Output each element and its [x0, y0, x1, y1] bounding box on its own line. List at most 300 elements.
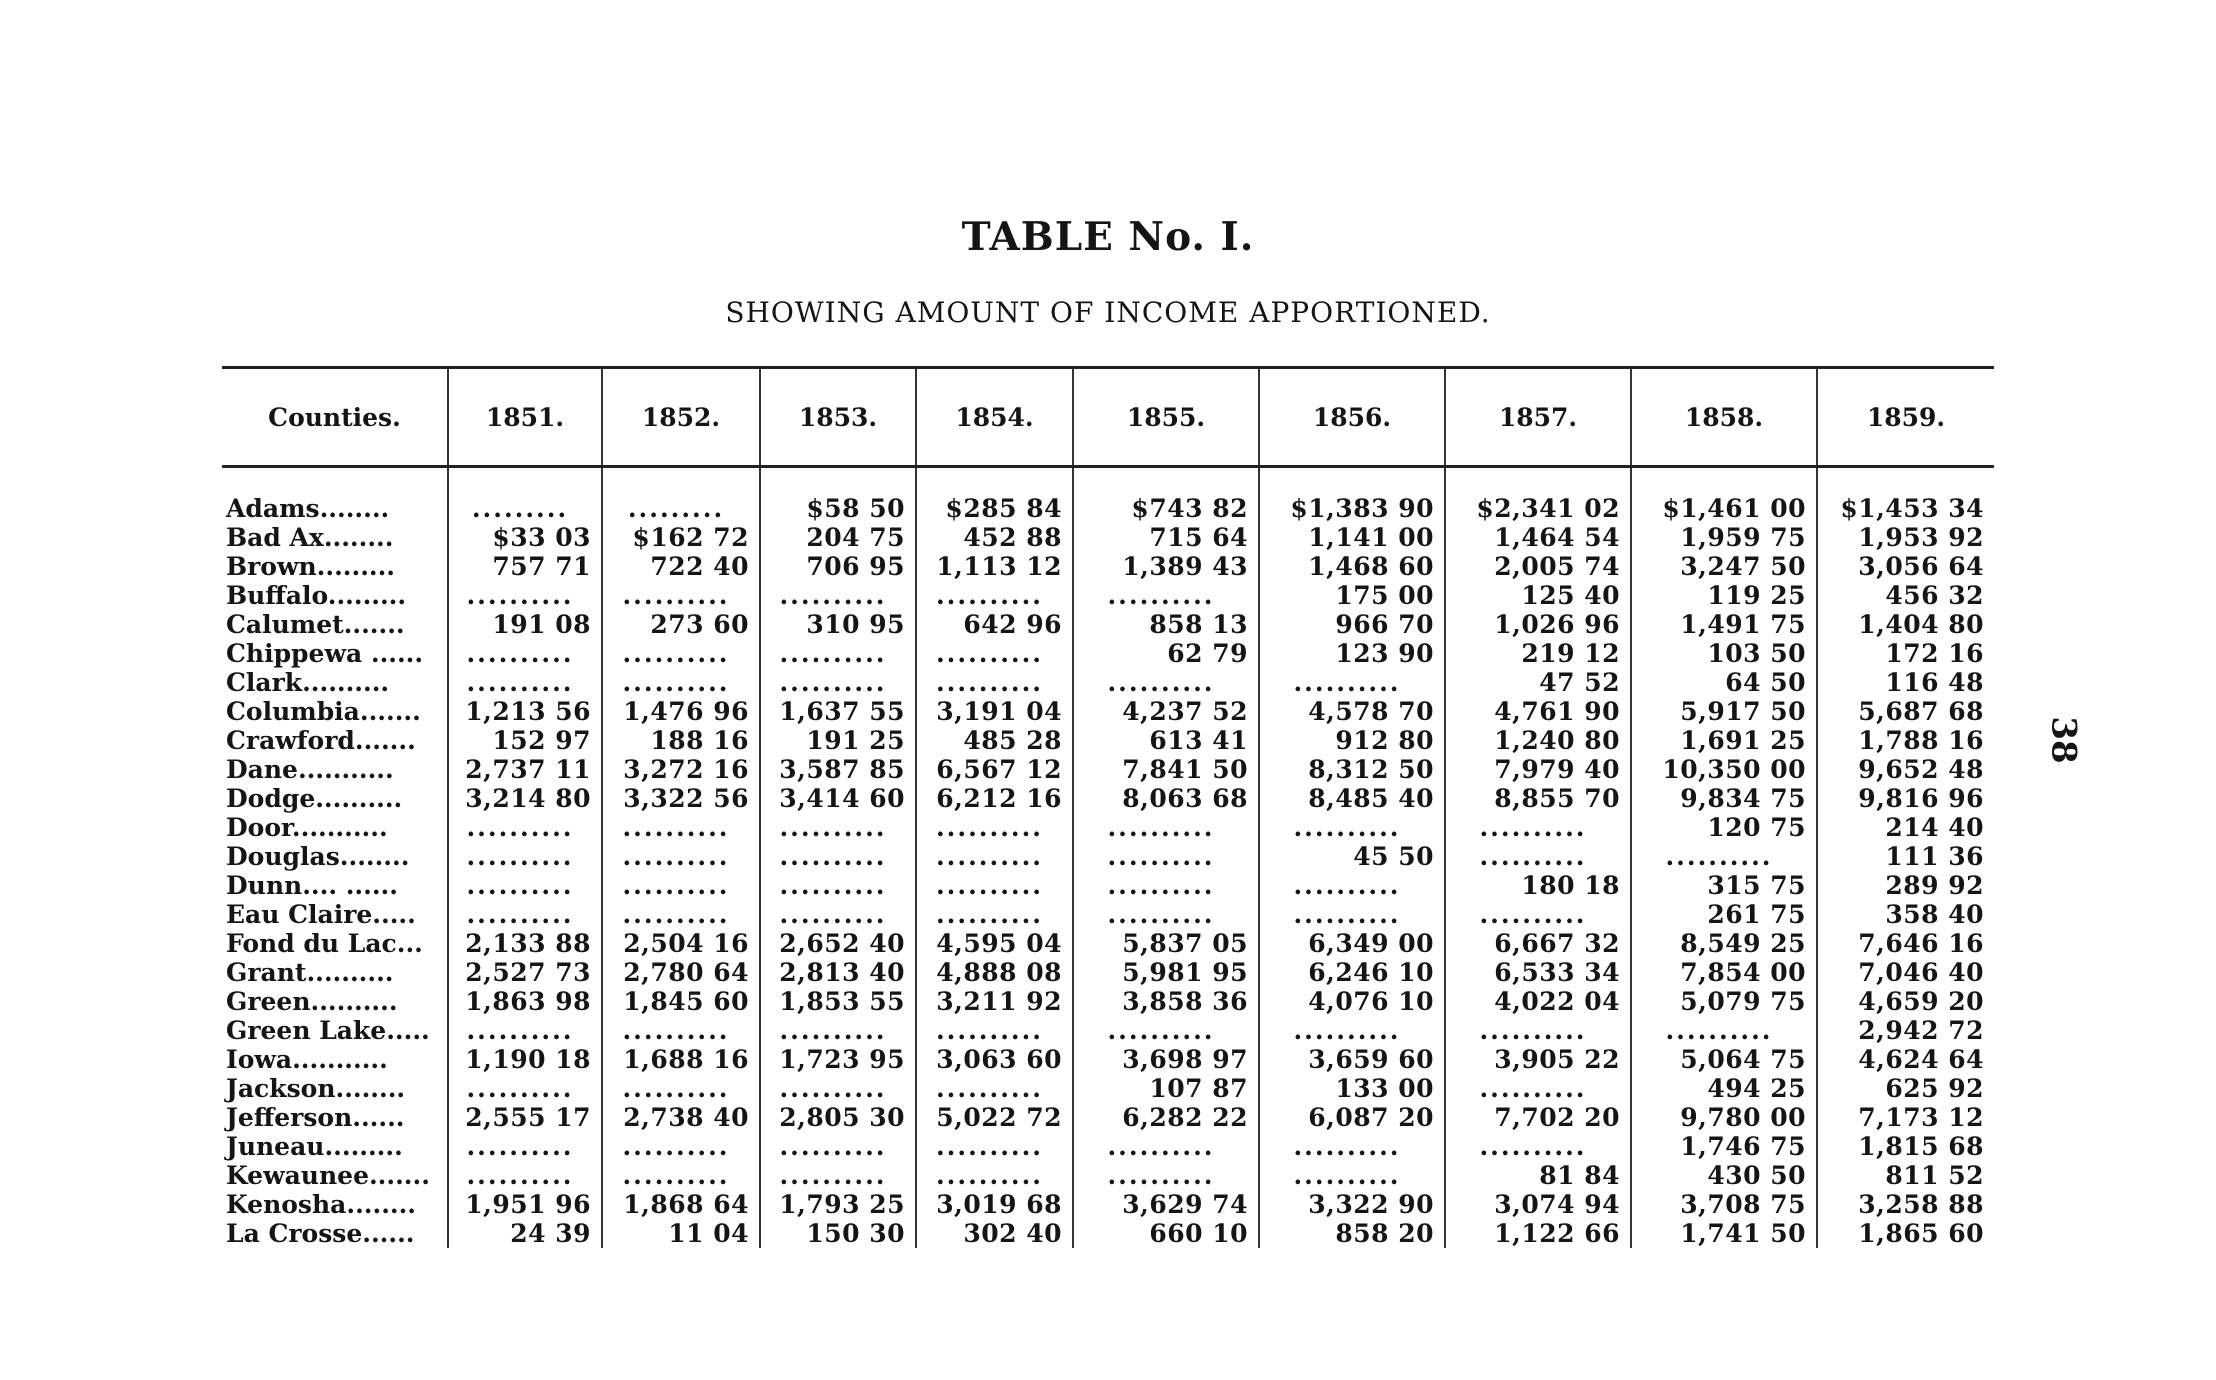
amount-cell: $743 82	[1073, 467, 1259, 524]
table-row	[222, 552, 1994, 581]
amount-cell: 966 70	[1259, 610, 1445, 639]
amount-cell: 1,953 92	[1817, 523, 1994, 552]
column-header-year: 1857.	[1445, 368, 1631, 467]
amount-cell: 5,687 68	[1817, 697, 1994, 726]
income-table	[222, 366, 1994, 1248]
amount-cell: ..........	[448, 842, 602, 871]
amount-cell: ..........	[602, 1074, 760, 1103]
amount-cell: 9,780 00	[1631, 1103, 1817, 1132]
amount-cell: 11 04	[602, 1219, 760, 1248]
amount-cell: 1,691 25	[1631, 726, 1817, 755]
amount-cell: 3,698 97	[1073, 1045, 1259, 1074]
column-header-year: 1858.	[1631, 368, 1817, 467]
amount-cell: 494 25	[1631, 1074, 1817, 1103]
amount-cell: ..........	[1445, 1074, 1631, 1103]
amount-cell: ..........	[1073, 668, 1259, 697]
amount-cell: ..........	[448, 1074, 602, 1103]
amount-cell: 123 90	[1259, 639, 1445, 668]
table-body	[222, 467, 1994, 1249]
amount-cell: ..........	[916, 842, 1073, 871]
amount-cell: ..........	[760, 1132, 916, 1161]
table-row	[222, 726, 1994, 755]
amount-cell: 1,637 55	[760, 697, 916, 726]
amount-cell: 120 75	[1631, 813, 1817, 842]
amount-cell: 2,005 74	[1445, 552, 1631, 581]
county-name-cell: Dodge..........	[226, 784, 403, 813]
column-header-counties: Counties.	[222, 368, 448, 467]
amount-cell: 47 52	[1445, 668, 1631, 697]
amount-cell: 858 20	[1259, 1219, 1445, 1248]
county-name-cell: Kenosha........	[226, 1190, 417, 1219]
amount-cell: ..........	[1073, 1132, 1259, 1161]
amount-cell: 1,951 96	[448, 1190, 602, 1219]
amount-cell: 45 50	[1259, 842, 1445, 871]
amount-cell: ..........	[760, 639, 916, 668]
amount-cell: ..........	[1259, 668, 1445, 697]
amount-cell: ..........	[916, 900, 1073, 929]
amount-cell: 172 16	[1817, 639, 1994, 668]
amount-cell: ..........	[1073, 581, 1259, 610]
table-row	[222, 639, 1994, 668]
amount-cell: 642 96	[916, 610, 1073, 639]
amount-cell: ..........	[916, 581, 1073, 610]
amount-cell: 1,863 98	[448, 987, 602, 1016]
amount-cell: ..........	[916, 1161, 1073, 1190]
amount-cell: 660 10	[1073, 1219, 1259, 1248]
amount-cell: 1,723 95	[760, 1045, 916, 1074]
amount-cell: ..........	[448, 1132, 602, 1161]
amount-cell: 5,837 05	[1073, 929, 1259, 958]
amount-cell: 858 13	[1073, 610, 1259, 639]
amount-cell: ..........	[1073, 900, 1259, 929]
county-name-cell: Juneau.........	[226, 1132, 403, 1161]
amount-cell: ..........	[1259, 1132, 1445, 1161]
amount-cell: 9,816 96	[1817, 784, 1994, 813]
table-row	[222, 1074, 1994, 1103]
amount-cell: ..........	[916, 1074, 1073, 1103]
county-name-cell: Douglas........	[226, 842, 410, 871]
amount-cell: 2,652 40	[760, 929, 916, 958]
amount-cell: 6,212 16	[916, 784, 1073, 813]
county-name-cell: Green..........	[226, 987, 398, 1016]
table-row	[222, 523, 1994, 552]
amount-cell: 7,702 20	[1445, 1103, 1631, 1132]
amount-cell: ..........	[448, 581, 602, 610]
amount-cell: ..........	[602, 1132, 760, 1161]
amount-cell: 4,659 20	[1817, 987, 1994, 1016]
amount-cell: 204 75	[760, 523, 916, 552]
amount-cell: 1,815 68	[1817, 1132, 1994, 1161]
amount-cell: 1,464 54	[1445, 523, 1631, 552]
amount-cell: 7,046 40	[1817, 958, 1994, 987]
amount-cell: 1,113 12	[916, 552, 1073, 581]
table-row	[222, 1132, 1994, 1161]
amount-cell: ..........	[602, 1161, 760, 1190]
amount-cell: 625 92	[1817, 1074, 1994, 1103]
amount-cell: 3,191 04	[916, 697, 1073, 726]
amount-cell: ..........	[1073, 871, 1259, 900]
amount-cell: 715 64	[1073, 523, 1259, 552]
amount-cell: 4,578 70	[1259, 697, 1445, 726]
amount-cell: 4,022 04	[1445, 987, 1631, 1016]
county-name-cell: Chippewa ......	[226, 639, 424, 668]
amount-cell: 1,845 60	[602, 987, 760, 1016]
amount-cell: 81 84	[1445, 1161, 1631, 1190]
amount-cell: 2,527 73	[448, 958, 602, 987]
amount-cell: 1,190 18	[448, 1045, 602, 1074]
amount-cell: 757 71	[448, 552, 602, 581]
amount-cell: ..........	[916, 1132, 1073, 1161]
table-row	[222, 958, 1994, 987]
amount-cell: 7,854 00	[1631, 958, 1817, 987]
amount-cell: ..........	[916, 1016, 1073, 1045]
amount-cell: 125 40	[1445, 581, 1631, 610]
county-name-cell: Fond du Lac...	[226, 929, 423, 958]
amount-cell: 64 50	[1631, 668, 1817, 697]
amount-cell: 7,841 50	[1073, 755, 1259, 784]
amount-cell: 8,855 70	[1445, 784, 1631, 813]
page-subtitle: SHOWING AMOUNT OF INCOME APPORTIONED.	[725, 296, 1491, 329]
amount-cell: ..........	[760, 842, 916, 871]
amount-cell: ..........	[760, 1074, 916, 1103]
amount-cell: 1,853 55	[760, 987, 916, 1016]
amount-cell: ..........	[916, 871, 1073, 900]
amount-cell: ..........	[760, 1016, 916, 1045]
amount-cell: ..........	[760, 813, 916, 842]
amount-cell: ..........	[1259, 871, 1445, 900]
table-row	[222, 1103, 1994, 1132]
amount-cell: 6,349 00	[1259, 929, 1445, 958]
amount-cell: 1,468 60	[1259, 552, 1445, 581]
amount-cell: 1,141 00	[1259, 523, 1445, 552]
amount-cell: 5,022 72	[916, 1103, 1073, 1132]
amount-cell: 5,079 75	[1631, 987, 1817, 1016]
county-name-cell: Adams........	[226, 494, 390, 523]
column-header-year: 1854.	[916, 368, 1073, 467]
amount-cell: 219 12	[1445, 639, 1631, 668]
county-name-cell: Dane...........	[226, 755, 394, 784]
amount-cell: 430 50	[1631, 1161, 1817, 1190]
amount-cell: 1,404 80	[1817, 610, 1994, 639]
amount-cell: ..........	[1259, 813, 1445, 842]
amount-cell: 4,076 10	[1259, 987, 1445, 1016]
amount-cell: $33 03	[448, 523, 602, 552]
amount-cell: 4,624 64	[1817, 1045, 1994, 1074]
amount-cell: 3,414 60	[760, 784, 916, 813]
amount-cell: 3,629 74	[1073, 1190, 1259, 1219]
table-row	[222, 1219, 1994, 1248]
amount-cell: 310 95	[760, 610, 916, 639]
amount-cell: 273 60	[602, 610, 760, 639]
amount-cell: 7,979 40	[1445, 755, 1631, 784]
amount-cell: 722 40	[602, 552, 760, 581]
amount-cell: 3,587 85	[760, 755, 916, 784]
table-row	[222, 871, 1994, 900]
amount-cell: 2,780 64	[602, 958, 760, 987]
amount-cell: 6,282 22	[1073, 1103, 1259, 1132]
amount-cell: 1,788 16	[1817, 726, 1994, 755]
amount-cell: 62 79	[1073, 639, 1259, 668]
county-name-cell: Grant..........	[226, 958, 394, 987]
table-row	[222, 813, 1994, 842]
column-header-year: 1855.	[1073, 368, 1259, 467]
county-name-cell: Columbia.......	[226, 697, 421, 726]
amount-cell: 8,312 50	[1259, 755, 1445, 784]
county-name-cell: Jefferson......	[226, 1103, 405, 1132]
amount-cell: $285 84	[916, 467, 1073, 524]
amount-cell: 8,549 25	[1631, 929, 1817, 958]
table-row	[222, 581, 1994, 610]
amount-cell: 214 40	[1817, 813, 1994, 842]
amount-cell: 1,741 50	[1631, 1219, 1817, 1248]
column-header-year: 1853.	[760, 368, 916, 467]
amount-cell: 9,834 75	[1631, 784, 1817, 813]
amount-cell: 3,708 75	[1631, 1190, 1817, 1219]
amount-cell: 4,761 90	[1445, 697, 1631, 726]
amount-cell: ..........	[602, 813, 760, 842]
amount-cell: 6,567 12	[916, 755, 1073, 784]
amount-cell: ..........	[1073, 842, 1259, 871]
page-title: TABLE No. I.	[961, 214, 1255, 260]
amount-cell: 2,738 40	[602, 1103, 760, 1132]
amount-cell: 3,056 64	[1817, 552, 1994, 581]
amount-cell: 5,064 75	[1631, 1045, 1817, 1074]
amount-cell: 8,485 40	[1259, 784, 1445, 813]
amount-cell: 5,917 50	[1631, 697, 1817, 726]
amount-cell: 191 08	[448, 610, 602, 639]
column-header-year: 1851.	[448, 368, 602, 467]
amount-cell: ..........	[1445, 900, 1631, 929]
amount-cell: 2,737 11	[448, 755, 602, 784]
amount-cell: 6,087 20	[1259, 1103, 1445, 1132]
county-name-cell: Iowa...........	[226, 1045, 388, 1074]
amount-cell: 1,491 75	[1631, 610, 1817, 639]
amount-cell: 24 39	[448, 1219, 602, 1248]
table-header-row	[222, 368, 1994, 467]
amount-cell: ..........	[602, 668, 760, 697]
amount-cell: 3,272 16	[602, 755, 760, 784]
amount-cell: 150 30	[760, 1219, 916, 1248]
amount-cell: 2,805 30	[760, 1103, 916, 1132]
amount-cell: ..........	[760, 1161, 916, 1190]
amount-cell: ..........	[1445, 842, 1631, 871]
amount-cell: ..........	[1445, 1016, 1631, 1045]
amount-cell: 1,240 80	[1445, 726, 1631, 755]
amount-cell: ..........	[1073, 1161, 1259, 1190]
amount-cell: 4,595 04	[916, 929, 1073, 958]
amount-cell: $162 72	[602, 523, 760, 552]
amount-cell: 3,019 68	[916, 1190, 1073, 1219]
amount-cell: ..........	[448, 1016, 602, 1045]
amount-cell: 3,211 92	[916, 987, 1073, 1016]
amount-cell: 1,793 25	[760, 1190, 916, 1219]
county-name-cell: Clark..........	[226, 668, 390, 697]
table-row	[222, 1045, 1994, 1074]
county-name-cell: Bad Ax........	[226, 523, 394, 552]
amount-cell: 315 75	[1631, 871, 1817, 900]
amount-cell: ..........	[760, 581, 916, 610]
amount-cell: 188 16	[602, 726, 760, 755]
amount-cell: 6,246 10	[1259, 958, 1445, 987]
amount-cell: 1,746 75	[1631, 1132, 1817, 1161]
amount-cell: ..........	[1259, 1161, 1445, 1190]
column-header-year: 1859.	[1817, 368, 1994, 467]
amount-cell: 912 80	[1259, 726, 1445, 755]
amount-cell: 133 00	[1259, 1074, 1445, 1103]
amount-cell: 1,959 75	[1631, 523, 1817, 552]
amount-cell: 119 25	[1631, 581, 1817, 610]
amount-cell: ..........	[602, 900, 760, 929]
county-name-cell: Crawford.......	[226, 726, 416, 755]
amount-cell: 7,646 16	[1817, 929, 1994, 958]
amount-cell: 2,555 17	[448, 1103, 602, 1132]
amount-cell: ..........	[1073, 813, 1259, 842]
amount-cell: 4,888 08	[916, 958, 1073, 987]
table-row	[222, 929, 1994, 958]
county-name-cell: Dunn.... ......	[226, 871, 398, 900]
amount-cell: 2,942 72	[1817, 1016, 1994, 1045]
county-name-cell: Buffalo.........	[226, 581, 407, 610]
amount-cell: 3,063 60	[916, 1045, 1073, 1074]
table-row	[222, 697, 1994, 726]
amount-cell: 289 92	[1817, 871, 1994, 900]
amount-cell: ..........	[1073, 1016, 1259, 1045]
amount-cell: 1,688 16	[602, 1045, 760, 1074]
amount-cell: 485 28	[916, 726, 1073, 755]
amount-cell: ..........	[1445, 1132, 1631, 1161]
table-row	[222, 987, 1994, 1016]
county-name-cell: Jackson........	[226, 1074, 406, 1103]
amount-cell: 3,074 94	[1445, 1190, 1631, 1219]
county-name-cell: Calumet.......	[226, 610, 405, 639]
amount-cell: 1,868 64	[602, 1190, 760, 1219]
amount-cell: 9,652 48	[1817, 755, 1994, 784]
table-row	[222, 755, 1994, 784]
table-row	[222, 1161, 1994, 1190]
amount-cell: ..........	[760, 668, 916, 697]
amount-cell: 3,258 88	[1817, 1190, 1994, 1219]
amount-cell: ..........	[448, 813, 602, 842]
amount-cell: 261 75	[1631, 900, 1817, 929]
amount-cell: ..........	[1445, 813, 1631, 842]
column-header-year: 1856.	[1259, 368, 1445, 467]
table-row	[222, 900, 1994, 929]
amount-cell: ..........	[1631, 1016, 1817, 1045]
amount-cell: ..........	[448, 668, 602, 697]
amount-cell: ..........	[602, 639, 760, 668]
amount-cell: ..........	[916, 668, 1073, 697]
table-row	[222, 1190, 1994, 1219]
amount-cell: .........	[448, 467, 602, 524]
amount-cell: ..........	[602, 1016, 760, 1045]
amount-cell: 180 18	[1445, 871, 1631, 900]
amount-cell: ..........	[448, 639, 602, 668]
amount-cell: ..........	[916, 639, 1073, 668]
amount-cell: ..........	[1259, 900, 1445, 929]
county-name-cell: Green Lake.....	[226, 1016, 430, 1045]
amount-cell: ..........	[448, 900, 602, 929]
table-row	[222, 610, 1994, 639]
amount-cell: 6,667 32	[1445, 929, 1631, 958]
amount-cell: 175 00	[1259, 581, 1445, 610]
table-row	[222, 784, 1994, 813]
amount-cell: 4,237 52	[1073, 697, 1259, 726]
amount-cell: .........	[602, 467, 760, 524]
amount-cell: 2,504 16	[602, 929, 760, 958]
amount-cell: 456 32	[1817, 581, 1994, 610]
amount-cell: 6,533 34	[1445, 958, 1631, 987]
amount-cell: 103 50	[1631, 639, 1817, 668]
amount-cell: 1,213 56	[448, 697, 602, 726]
amount-cell: ..........	[602, 871, 760, 900]
amount-cell: 358 40	[1817, 900, 1994, 929]
county-name-cell: Brown.........	[226, 552, 396, 581]
county-name-cell: Kewaunee.......	[226, 1161, 430, 1190]
table-row	[222, 668, 1994, 697]
amount-cell: 3,214 80	[448, 784, 602, 813]
amount-cell: 3,322 90	[1259, 1190, 1445, 1219]
table-row	[222, 842, 1994, 871]
amount-cell: ..........	[1631, 842, 1817, 871]
amount-cell: 7,173 12	[1817, 1103, 1994, 1132]
amount-cell: ..........	[602, 842, 760, 871]
amount-cell: ..........	[1259, 1016, 1445, 1045]
county-name-cell: Door...........	[226, 813, 388, 842]
amount-cell: ..........	[760, 900, 916, 929]
amount-cell: $58 50	[760, 467, 916, 524]
amount-cell: ..........	[448, 871, 602, 900]
amount-cell: 5,981 95	[1073, 958, 1259, 987]
amount-cell: 1,122 66	[1445, 1219, 1631, 1248]
amount-cell: $1,461 00	[1631, 467, 1817, 524]
amount-cell: 8,063 68	[1073, 784, 1259, 813]
table-row	[222, 1016, 1994, 1045]
amount-cell: 3,322 56	[602, 784, 760, 813]
page-number: 38	[2043, 716, 2084, 764]
amount-cell: 1,026 96	[1445, 610, 1631, 639]
column-header-year: 1852.	[602, 368, 760, 467]
amount-cell: 111 36	[1817, 842, 1994, 871]
amount-cell: 2,133 88	[448, 929, 602, 958]
amount-cell: 452 88	[916, 523, 1073, 552]
amount-cell: 107 87	[1073, 1074, 1259, 1103]
amount-cell: 1,865 60	[1817, 1219, 1994, 1248]
amount-cell: 1,389 43	[1073, 552, 1259, 581]
amount-cell: 2,813 40	[760, 958, 916, 987]
amount-cell: 152 97	[448, 726, 602, 755]
amount-cell: ..........	[602, 581, 760, 610]
amount-cell: 613 41	[1073, 726, 1259, 755]
county-name-cell: Eau Claire.....	[226, 900, 416, 929]
table-row	[222, 467, 1994, 524]
amount-cell: $2,341 02	[1445, 467, 1631, 524]
amount-cell: 302 40	[916, 1219, 1073, 1248]
amount-cell: ..........	[760, 871, 916, 900]
amount-cell: 811 52	[1817, 1161, 1994, 1190]
amount-cell: 706 95	[760, 552, 916, 581]
amount-cell: 3,905 22	[1445, 1045, 1631, 1074]
amount-cell: 10,350 00	[1631, 755, 1817, 784]
county-name-cell: La Crosse......	[226, 1219, 415, 1248]
amount-cell: ..........	[916, 813, 1073, 842]
amount-cell: ..........	[448, 1161, 602, 1190]
amount-cell: 3,247 50	[1631, 552, 1817, 581]
amount-cell: $1,383 90	[1259, 467, 1445, 524]
amount-cell: 3,858 36	[1073, 987, 1259, 1016]
amount-cell: 191 25	[760, 726, 916, 755]
amount-cell: 1,476 96	[602, 697, 760, 726]
amount-cell: 116 48	[1817, 668, 1994, 697]
